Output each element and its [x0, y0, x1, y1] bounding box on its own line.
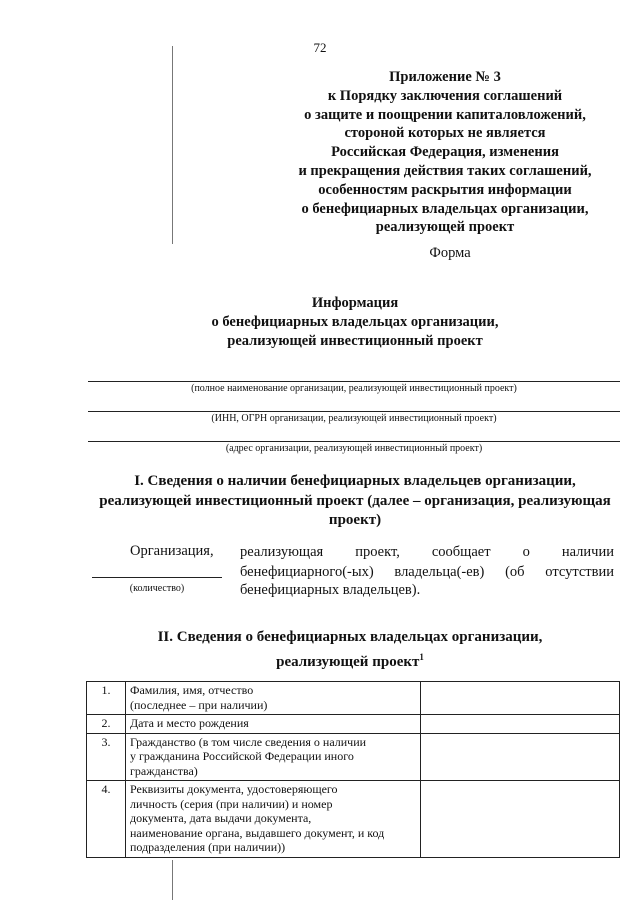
- appendix-line: Приложение № 3: [389, 69, 501, 85]
- address-field-line[interactable]: [88, 441, 620, 442]
- section-1-text-line: бенефициарных владельцев).: [240, 582, 421, 598]
- row-label: Фамилия, имя, отчество (последнее – при наличии): [126, 682, 421, 715]
- appendix-header: [280, 68, 610, 237]
- section-1-text-line: бенефициарного(-ых) владельца(-ев) (об отсутствии: [240, 563, 614, 580]
- row-value-cell[interactable]: [421, 715, 620, 734]
- scan-margin-mark: [172, 860, 173, 900]
- section-1-heading-line: I. Сведения о наличии бенефициарных владельцев организации,: [134, 473, 576, 489]
- row-label: Реквизиты документа, удостоверяющего личность (серия (при наличии) и номер документа, дата выдачи документа, наименование органа, выдавшего документ, и код подразделения (при наличии)): [126, 781, 421, 858]
- appendix-line: и прекращения действия таких соглашений,: [298, 162, 592, 179]
- table-row: [87, 733, 620, 781]
- quantity-field-line[interactable]: [92, 577, 222, 578]
- row-label: Дата и место рождения: [126, 715, 421, 734]
- footnote-mark: 1: [419, 651, 424, 662]
- title-line: реализующей инвестиционный проект: [227, 333, 483, 349]
- appendix-line: к Порядку заключения соглашений: [327, 87, 563, 104]
- section-1-org-word: Организация,: [130, 543, 214, 559]
- org-name-field-line[interactable]: [88, 381, 620, 382]
- table-row: [87, 781, 620, 858]
- section-2-heading: [100, 628, 600, 672]
- beneficiary-info-table: [86, 681, 620, 858]
- section-2-heading-text: реализующей проект: [276, 653, 420, 670]
- section-2-heading-line: II. Сведения о бенефициарных владельцах организации,: [157, 629, 543, 645]
- page-number: 72: [313, 40, 327, 55]
- row-number: 4.: [87, 781, 126, 858]
- appendix-line: стороной которых не является: [344, 125, 546, 142]
- row-value-cell[interactable]: [421, 682, 620, 715]
- form-label: Форма: [429, 245, 471, 261]
- org-name-field-caption: (полное наименование организации, реализующей инвестиционный проект): [191, 383, 517, 394]
- row-value-cell[interactable]: [421, 733, 620, 781]
- appendix-line: о бенефициарных владельцах организации,: [301, 200, 589, 217]
- appendix-line: о защите и поощрении капиталовложений,: [304, 106, 586, 123]
- address-field-caption: (адрес организации, реализующей инвестиционный проект): [225, 443, 483, 454]
- document-title: [150, 294, 560, 351]
- appendix-line: Российская Федерация, изменения: [331, 144, 559, 161]
- table-row: [87, 715, 620, 734]
- quantity-caption: (количество): [129, 583, 185, 594]
- section-2-heading-line: [100, 648, 600, 673]
- title-line: о бенефициарных владельцах организации,: [211, 314, 499, 330]
- appendix-line: реализующей проект: [375, 219, 515, 236]
- row-value-cell[interactable]: [421, 781, 620, 858]
- inn-ogrn-field-caption: (ИНН, ОГРН организации, реализующей инвестиционный проект): [211, 413, 497, 424]
- section-1-heading-line: реализующей инвестиционный проект (далее – организация, реализующая: [99, 492, 611, 509]
- section-1-heading: [80, 472, 630, 531]
- row-number: 1.: [87, 682, 126, 715]
- row-number: 2.: [87, 715, 126, 734]
- section-1-text-line: реализующая проект, сообщает о наличии: [240, 544, 614, 560]
- row-label: Гражданство (в том числе сведения о наличии у гражданина Российской Федерации иного гражданства): [126, 733, 421, 781]
- section-1-text: [240, 543, 614, 583]
- title-line: Информация: [311, 295, 399, 311]
- section-1-heading-line: проект): [328, 512, 382, 528]
- table-row: [87, 682, 620, 715]
- inn-ogrn-field-line[interactable]: [88, 411, 620, 412]
- scan-margin-mark: [172, 46, 173, 244]
- appendix-line: особенностям раскрытия информации: [318, 181, 572, 198]
- row-number: 3.: [87, 733, 126, 781]
